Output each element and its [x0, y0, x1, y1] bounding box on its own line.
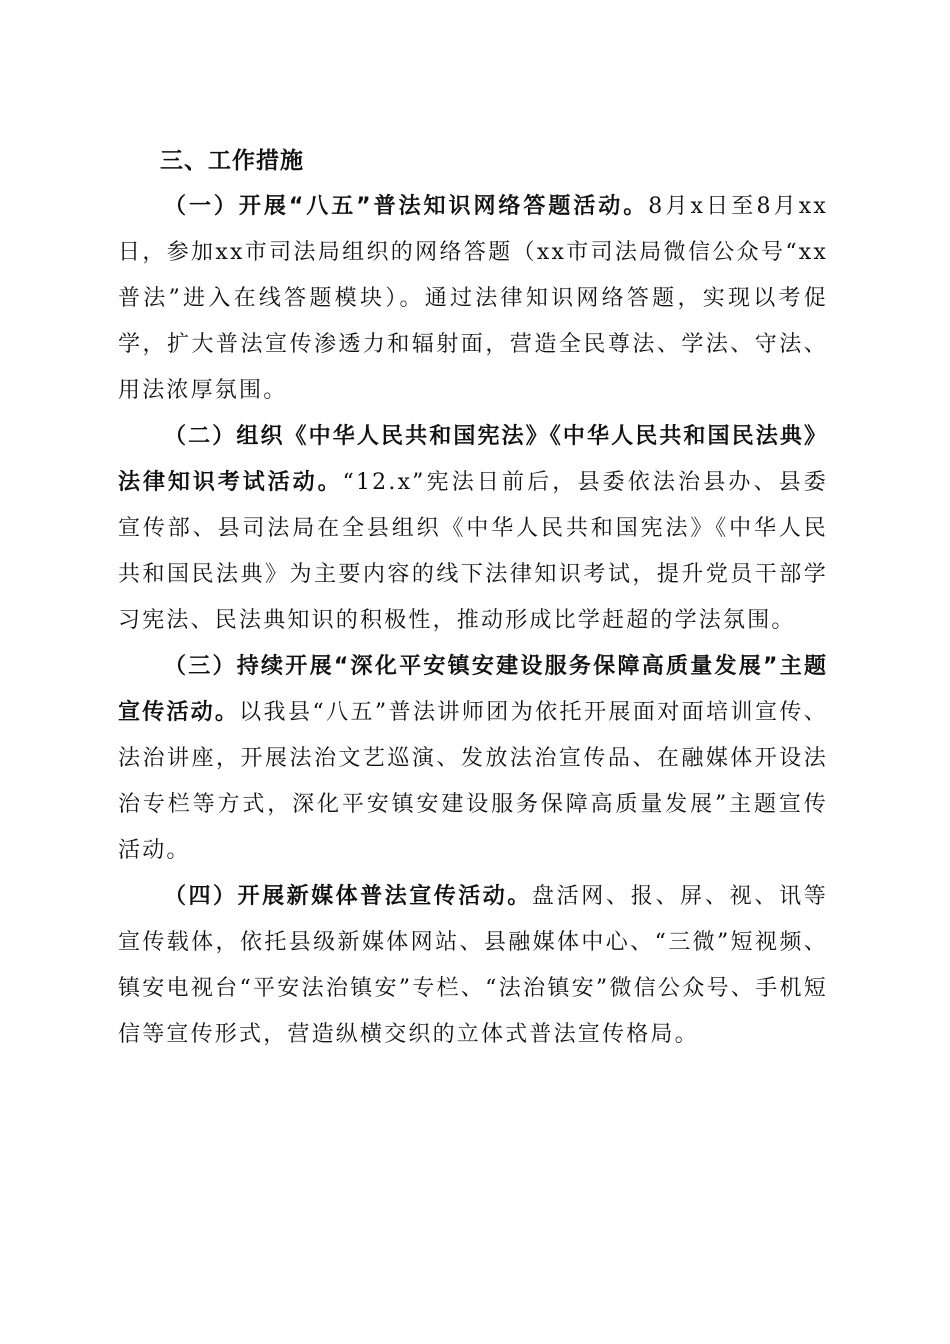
section-heading: 三、工作措施	[160, 148, 304, 174]
paragraph-3	[118, 644, 828, 874]
paragraph-3-lead: （三）持续开展“深化平安镇安建设服务保障高质量发展”主题宣传活动。	[118, 654, 828, 725]
paragraph-1-lead: （一）开展“八五”普法知识网络答题活动。	[164, 194, 649, 219]
paragraph-1-body: 8月x日至8月xx日，参加xx市司法局组织的网络答题（xx市司法局微信公众号“xx普法”进入在线答题模块）。通过法律知识网络答题，实现以考促学，扩大普法宣传渗透力和辐射面，营造全民尊法、学法、守法、用法浓厚氛围。	[118, 194, 828, 403]
paragraph-2	[118, 414, 828, 644]
paragraph-2-lead: （二）组织《中华人民共和国宪法》《中华人民共和国民法典》法律知识考试活动。	[118, 424, 828, 495]
paragraph-3-body: 以我县“八五”普法讲师团为依托开展面对面培训宣传、法治讲座，开展法治文艺巡演、发放法治宣传品、在融媒体开设法治专栏等方式，深化平安镇安建设服务保障高质量发展”主题宣传活动。	[118, 700, 828, 863]
paragraph-4	[118, 874, 828, 1058]
paragraph-1	[118, 184, 828, 414]
paragraph-4-body: 盘活网、报、屏、视、讯等宣传载体，依托县级新媒体网站、县融媒体中心、“三微”短视频、镇安电视台“平安法治镇安”专栏、“法治镇安”微信公众号、手机短信等宣传形式，营造纵横交织的立体式普法宣传格局。	[118, 884, 828, 1047]
document-body	[118, 138, 828, 1058]
paragraph-2-body: “12.x”宪法日前后，县委依法治县办、县委宣传部、县司法局在全县组织《中华人民共和国宪法》《中华人民共和国民法典》为主要内容的线下法律知识考试，提升党员干部学习宪法、民法典知识的积极性，推动形成比学赶超的学法氛围。	[118, 470, 828, 633]
paragraph-4-lead: （四）开展新媒体普法宣传活动。	[164, 884, 532, 909]
